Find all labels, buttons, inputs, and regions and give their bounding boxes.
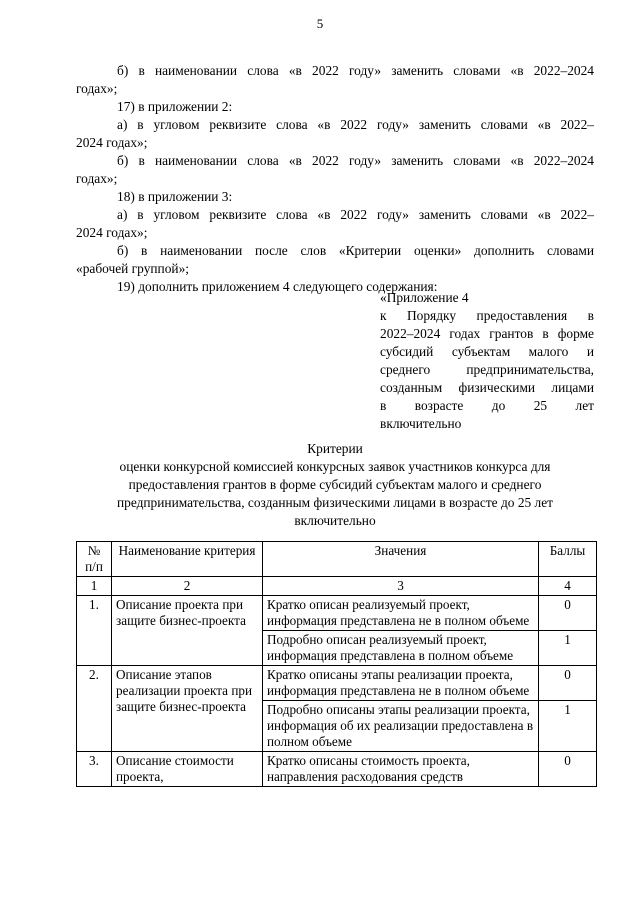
- text-line: 17) в приложении 2:: [117, 99, 233, 114]
- table-row: [77, 752, 597, 787]
- text-line: 2024 годах»;: [76, 135, 148, 150]
- criterion-value: Кратко описан реализуемый проект, информация представлена не в полном объеме: [263, 596, 539, 631]
- criterion-name: Описание проекта при защите бизнес-проекта: [112, 596, 263, 666]
- text-line: «рабочей группой»;: [76, 261, 190, 276]
- appendix-header: [380, 289, 594, 433]
- criterion-value: Подробно описан реализуемый проект, информация представлена в полном объеме: [263, 631, 539, 666]
- criterion-points: 0: [539, 752, 597, 787]
- text-line: а) в угловом реквизите слова «в 2022 году» заменить словами «в 2022–: [117, 117, 594, 132]
- text-line: 18) в приложении 3:: [117, 189, 233, 204]
- appendix-line: «Приложение 4: [380, 290, 469, 305]
- page-number: 5: [316, 16, 324, 31]
- index-cell: 3: [263, 577, 539, 596]
- table-row: [77, 666, 597, 701]
- criteria-title-line: оценки конкурсной комиссией конкурсных заявок участников конкурса для: [119, 459, 551, 474]
- header-num: № п/п: [77, 542, 112, 577]
- table-row: [77, 596, 597, 631]
- text-line: годах»;: [76, 81, 118, 96]
- text-line: а) в угловом реквизите слова «в 2022 году» заменить словами «в 2022–: [117, 207, 594, 222]
- header-name: Наименование критерия: [112, 542, 263, 577]
- criterion-num: 1.: [77, 596, 112, 666]
- appendix-line: в возрасте до 25 лет: [380, 398, 594, 413]
- criterion-num: 2.: [77, 666, 112, 752]
- appendix-line: созданным физическими лицами: [380, 380, 594, 395]
- criterion-value: Подробно описаны этапы реализации проекта, информация об их реализации предоставлена в полном объеме: [263, 701, 539, 752]
- criterion-value: Кратко описаны стоимость проекта, направления расходования средств: [263, 752, 539, 787]
- criteria-title-line: предоставления грантов в форме субсидий субъектам малого и среднего: [128, 477, 542, 492]
- criteria-title-line: включительно: [294, 513, 376, 528]
- appendix-line: включительно: [380, 416, 462, 431]
- header-points: Баллы: [539, 542, 597, 577]
- criterion-num: 3.: [77, 752, 112, 787]
- table-index-row: [77, 577, 597, 596]
- index-cell: 4: [539, 577, 597, 596]
- text-line: б) в наименовании слова «в 2022 году» заменить словами «в 2022–2024: [117, 153, 594, 168]
- index-cell: 1: [77, 577, 112, 596]
- criteria-title-line: Критерии: [307, 441, 363, 456]
- index-cell: 2: [112, 577, 263, 596]
- criterion-points: 0: [539, 666, 597, 701]
- criterion-points: 0: [539, 596, 597, 631]
- text-line: б) в наименовании после слов «Критерии оценки» дополнить словами: [117, 243, 594, 258]
- criterion-points: 1: [539, 701, 597, 752]
- text-line: 2024 годах»;: [76, 225, 148, 240]
- criterion-name: Описание стоимости проекта,: [112, 752, 263, 787]
- criterion-value: Кратко описаны этапы реализации проекта, информация представлена не в полном объеме: [263, 666, 539, 701]
- criterion-name: Описание этапов реализации проекта при защите бизнес-проекта: [112, 666, 263, 752]
- table-header-row: [77, 542, 597, 577]
- appendix-line: 2022–2024 годах грантов в форме: [380, 326, 594, 341]
- appendix-line: к Порядку предоставления в: [380, 308, 594, 323]
- appendix-line: среднего предпринимательства,: [380, 362, 594, 377]
- criteria-title: [76, 440, 594, 530]
- text-line: 19) дополнить приложением 4 следующего содержания:: [117, 279, 438, 294]
- text-line: б) в наименовании слова «в 2022 году» заменить словами «в 2022–2024: [117, 63, 594, 78]
- criteria-title-line: предпринимательства, созданным физическими лицами в возрасте до 25 лет: [116, 495, 554, 510]
- criteria-table: [76, 541, 597, 787]
- criterion-points: 1: [539, 631, 597, 666]
- text-line: годах»;: [76, 171, 118, 186]
- appendix-line: субсидий субъектам малого и: [380, 344, 594, 359]
- header-values: Значения: [263, 542, 539, 577]
